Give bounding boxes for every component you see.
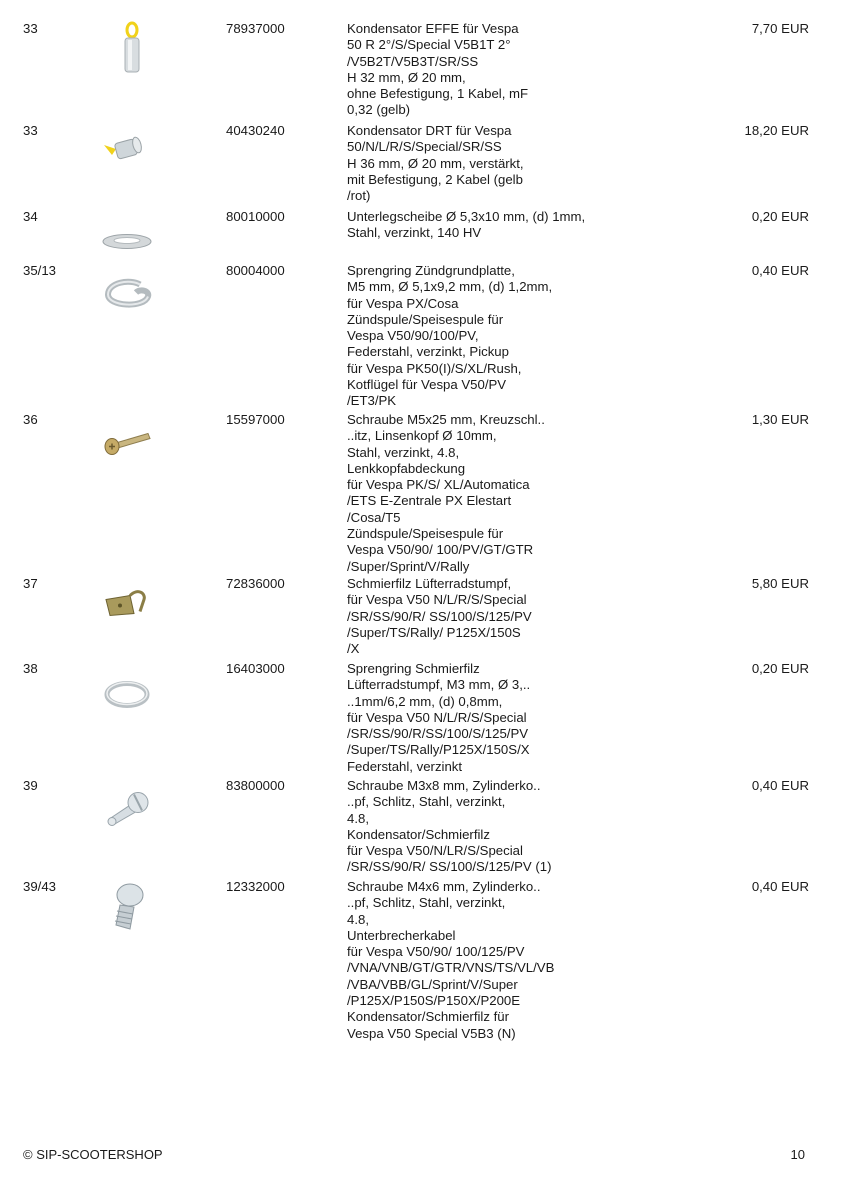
item-price: 0,40 EUR: [751, 263, 809, 278]
article-number: 80010000: [226, 209, 285, 224]
article-number: 72836000: [226, 576, 285, 591]
item-price: 0,20 EUR: [751, 209, 809, 224]
item-price: 0,40 EUR: [751, 778, 809, 793]
screw-image: [100, 414, 155, 469]
position-number: 36: [23, 412, 38, 427]
item-price: 0,20 EUR: [751, 661, 809, 676]
item-price: 5,80 EUR: [751, 576, 809, 591]
item-description: Sprengring Schmierfilz Lüfterradstumpf, M3 mm, Ø 3,.. ..1mm/6,2 mm, (d) 0,8mm, für Vespa V50 N/L/R/S/Special /SR/SS/90/R/SS/100/S/125/PV /Super/TS/Rally/P125X/150S/X Federstahl, verzinkt: [347, 661, 531, 774]
screw-image: [100, 780, 155, 835]
item-description: Schraube M4x6 mm, Zylinderko.. ..pf, Schlitz, Stahl, verzinkt, 4.8, Unterbrecherkabel für Vespa V50/90/ 100/125/PV /VNA/VNB/GT/GTR/VNS/TS/VL/VB /VBA/VBB/GL/Sprint/V/Super /P125X/P150S/P150X/P200E Kondensator/Schmierfilz für Vespa V50 Special V5B3 (N): [347, 879, 555, 1041]
position-number: 39/43: [23, 879, 57, 894]
spring-washer-image: [100, 267, 155, 322]
item-price: 18,20 EUR: [744, 123, 809, 138]
felt-clip-image: [100, 578, 155, 633]
item-description: Schraube M5x25 mm, Kreuzschl.. ..itz, Linsenkopf Ø 10mm, Stahl, verzinkt, 4.8, Lenkkopfabdeckung für Vespa PK/S/ XL/Automatica /ETS E-Zentrale PX Elestart /Cosa/T5 Zündspule/Speisespule für Vespa V50/90/ 100/PV/GT/GTR /Super/Sprint/V/Rally: [347, 412, 545, 574]
washer-image: [100, 215, 155, 270]
article-number: 12332000: [226, 879, 285, 894]
item-price: 7,70 EUR: [751, 21, 809, 36]
position-number: 33: [23, 21, 38, 36]
article-number: 83800000: [226, 778, 285, 793]
position-number: 39: [23, 778, 38, 793]
position-number: 34: [23, 209, 38, 224]
item-description: Sprengring Zündgrundplatte, M5 mm, Ø 5,1x9,2 mm, (d) 1,2mm, für Vespa PX/Cosa Zündspule/Speisespule für Vespa V50/90/100/PV, Federstahl, verzinkt, Pickup für Vespa PK50(I)/S/XL/Rush, Kotflügel für Vespa V50/PV /ET3/PK: [347, 263, 553, 409]
condenser-image: [100, 123, 155, 178]
article-number: 80004000: [226, 263, 285, 278]
item-price: 1,30 EUR: [751, 412, 809, 427]
item-description: Unterlegscheibe Ø 5,3x10 mm, (d) 1mm, Stahl, verzinkt, 140 HV: [347, 209, 586, 241]
item-price: 0,40 EUR: [751, 879, 809, 894]
article-number: 78937000: [226, 21, 285, 36]
position-number: 35/13: [23, 263, 57, 278]
position-number: 37: [23, 576, 38, 591]
footer-copyright: © SIP-SCOOTERSHOP: [23, 1147, 163, 1162]
condenser-image: [105, 21, 160, 76]
item-description: Kondensator DRT für Vespa 50/N/L/R/S/Special/SR/SS H 36 mm, Ø 20 mm, verstärkt, mit Befestigung, 2 Kabel (gelb /rot): [347, 123, 524, 204]
article-number: 40430240: [226, 123, 285, 138]
position-number: 33: [23, 123, 38, 138]
article-number: 15597000: [226, 412, 285, 427]
spring-washer-image: [100, 667, 155, 722]
item-description: Schmierfilz Lüfterradstumpf, für Vespa V50 N/L/R/S/Special /SR/SS/90/R/ SS/100/S/125/PV /Super/TS/Rally/ P125X/150S /X: [347, 576, 532, 657]
position-number: 38: [23, 661, 38, 676]
article-number: 16403000: [226, 661, 285, 676]
screw-image: [100, 879, 155, 934]
page-number: 10: [790, 1147, 805, 1162]
item-description: Kondensator EFFE für Vespa 50 R 2°/S/Special V5B1T 2° /V5B2T/V5B3T/SR/SS H 32 mm, Ø 20 mm, ohne Befestigung, 1 Kabel, mF 0,32 (gelb): [347, 21, 529, 118]
item-description: Schraube M3x8 mm, Zylinderko.. ..pf, Schlitz, Stahl, verzinkt, 4.8, Kondensator/Schmierfilz für Vespa V50/N/LR/S/Special /SR/SS/90/R/ SS/100/S/125/PV (1): [347, 778, 552, 875]
